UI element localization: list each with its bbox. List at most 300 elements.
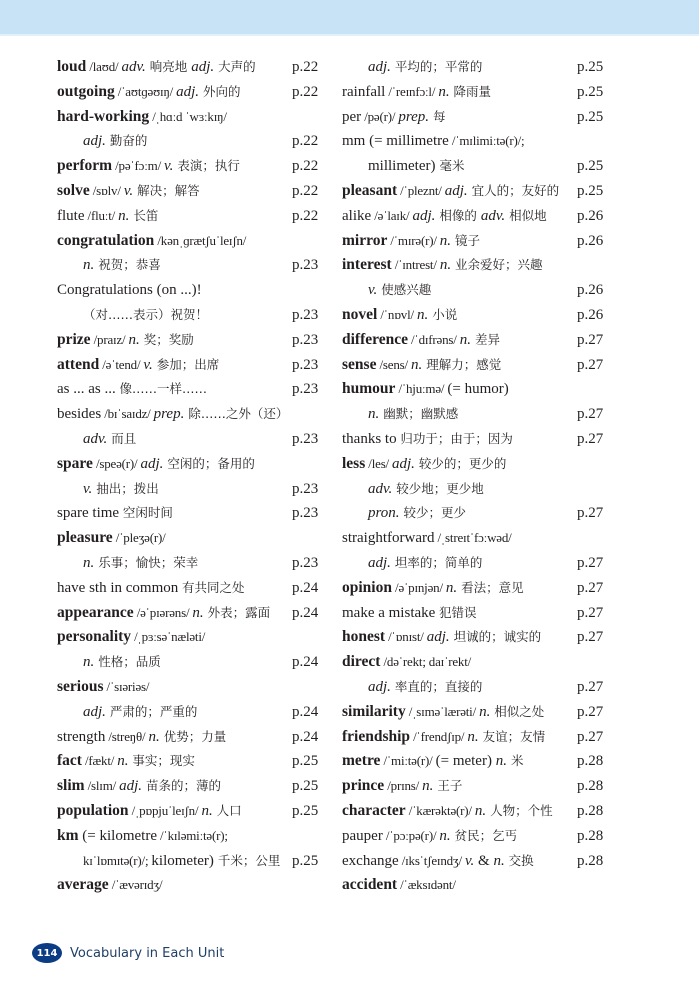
vocab-entry-text: [57, 526, 166, 551]
page-reference: p.25: [577, 83, 604, 100]
chinese-definition: 看法；意见: [457, 579, 524, 595]
part-of-speech: adj.: [368, 554, 391, 571]
phonetic: /sɒlv/: [89, 182, 124, 198]
vocab-entry-text: [342, 452, 506, 477]
phonetic: /laʊd/: [86, 59, 122, 74]
headword: population: [57, 801, 129, 819]
chinese-definition: 解决；解答: [133, 182, 200, 198]
vocab-entry-text: [57, 278, 202, 303]
part-of-speech: n.: [479, 703, 491, 720]
page-reference: p.27: [577, 331, 604, 348]
part-of-speech: pron.: [368, 505, 400, 522]
part-of-speech: prep.: [153, 406, 185, 423]
page-reference: p.27: [577, 604, 604, 621]
page-reference: p.26: [577, 282, 604, 299]
vocab-entry-text: [57, 452, 255, 477]
section-title: Vocabulary in Each Unit: [70, 945, 225, 961]
vocab-entry-text: [342, 824, 517, 849]
plain-text: Congratulations (on ...)!: [57, 282, 202, 299]
plain-text: spare time: [57, 505, 123, 522]
chinese-definition: 较少的；更少的: [414, 455, 507, 471]
vocab-entry-text: [57, 427, 136, 452]
chinese-definition: 交换: [504, 852, 534, 868]
vocab-line: [57, 204, 329, 229]
headword: average: [57, 876, 109, 894]
headword: slim: [57, 777, 85, 795]
page-reference: p.25: [577, 182, 604, 199]
vocab-line: [57, 700, 329, 725]
chinese-definition: 坦诚的；诚实的: [449, 629, 542, 645]
vocab-line: [57, 377, 329, 402]
vocab-entry-text: [342, 576, 524, 601]
page-reference: p.23: [292, 554, 319, 571]
part-of-speech: v.: [464, 852, 475, 869]
phonetic: /ˈmiːtə(r)/: [380, 753, 436, 769]
phonetic: /ˈpɔːpə(r)/: [382, 827, 440, 843]
page-reference: p.24: [292, 579, 319, 596]
part-of-speech: n.: [410, 356, 423, 373]
chinese-definition: 归功于；由于；因为: [400, 430, 513, 446]
vocab-entry-text: [57, 253, 161, 278]
chinese-definition: （对……表示）祝贺！: [83, 306, 209, 322]
phonetic: /ˈsɪəriəs/: [103, 678, 150, 694]
plain-text: (= meter): [435, 753, 496, 770]
headword: attend: [57, 355, 100, 373]
vocab-line: [342, 80, 614, 105]
page-reference: p.22: [292, 133, 319, 150]
vocab-line: [57, 675, 329, 700]
chinese-definition: 外表；露面: [203, 604, 271, 620]
chinese-definition: 苗条的；薄的: [142, 778, 221, 794]
headword: honest: [342, 628, 386, 646]
headword: km: [57, 826, 79, 844]
phonetic: /ˈreɪnfɔːl/: [385, 83, 439, 99]
phonetic: /ˈkɪləmiːtə(r);: [156, 827, 228, 843]
page-reference: p.25: [577, 158, 604, 175]
headword: direct: [342, 653, 381, 671]
vocab-line: [57, 650, 329, 675]
vocab-entry-text: [342, 849, 534, 874]
vocab-line: [57, 625, 329, 650]
headword: solve: [57, 181, 90, 199]
page-reference: p.27: [577, 406, 604, 423]
phonetic: /əˈlaɪk/: [371, 207, 413, 223]
part-of-speech: n.: [422, 778, 434, 795]
vocab-entry-text: [57, 824, 228, 849]
phonetic: /ˈæksɪdənt/: [397, 877, 456, 893]
phonetic: /prɪns/: [384, 778, 423, 794]
vocab-line: [342, 55, 614, 80]
vocab-entry-text: [342, 353, 501, 378]
chinese-definition: 抽出；拨出: [92, 480, 159, 496]
page-reference: p.23: [292, 306, 319, 323]
vocab-line: [342, 774, 614, 799]
headword: hard-working: [57, 107, 150, 125]
chinese-definition: 响亮地: [145, 59, 192, 74]
part-of-speech: n.: [474, 802, 487, 819]
vocab-entry-text: [342, 700, 544, 725]
vocab-entry-text: [57, 700, 197, 725]
phonetic: /əˈpɪərəns/: [133, 604, 193, 620]
headword: difference: [342, 330, 408, 348]
chinese-definition: 表演；执行: [173, 158, 240, 174]
page-reference: p.23: [292, 430, 319, 447]
headword: pleasure: [57, 529, 113, 547]
vocab-entry-text: [57, 650, 161, 675]
plain-text: strength: [57, 728, 106, 745]
page-reference: p.22: [292, 207, 319, 224]
headword: appearance: [57, 603, 134, 621]
plain-text: &: [474, 852, 494, 869]
page-reference: p.26: [577, 306, 604, 323]
chinese-definition: 降雨量: [449, 83, 492, 99]
vocab-line: [342, 353, 614, 378]
vocab-entry-text: [342, 229, 480, 254]
vocab-entry-text: [342, 526, 512, 551]
part-of-speech: adv.: [368, 480, 393, 497]
chinese-definition: 祝贺；恭喜: [94, 257, 161, 273]
part-of-speech: v.: [164, 158, 174, 175]
vocab-entry-text: [342, 377, 509, 402]
chinese-definition: 小说: [428, 306, 458, 322]
headword: loud: [57, 58, 87, 75]
vocab-line: [57, 253, 329, 278]
vocab-line: [342, 625, 614, 650]
part-of-speech: n.: [83, 654, 95, 671]
vocab-entry-text: [342, 501, 466, 526]
headword: less: [342, 454, 366, 472]
vocab-entry-text: [57, 725, 226, 750]
chinese-definition: 坦率的；简单的: [390, 554, 483, 570]
headword: novel: [342, 305, 378, 323]
phonetic: /ˌsɪməˈlærəti/: [405, 703, 480, 719]
part-of-speech: adv.: [121, 59, 146, 75]
vocab-line: [342, 253, 614, 278]
vocab-line: [57, 725, 329, 750]
part-of-speech: adj.: [140, 455, 164, 472]
part-of-speech: adj.: [412, 207, 436, 224]
phonetic: /ɪksˈtʃeɪndʒ/: [398, 852, 465, 868]
part-of-speech: adj.: [83, 133, 106, 150]
vocab-entry-text: [342, 650, 471, 675]
vocab-line: [342, 229, 614, 254]
vocab-line: [342, 204, 614, 229]
page-reference: p.28: [577, 802, 604, 819]
chinese-definition: 镜子: [451, 232, 481, 248]
part-of-speech: n.: [493, 852, 505, 869]
part-of-speech: n.: [118, 207, 130, 224]
vocab-entry-text: [57, 601, 270, 626]
part-of-speech: n.: [495, 753, 507, 770]
chinese-definition: 参加；出席: [152, 356, 220, 372]
vocab-entry-text: [342, 179, 559, 204]
page-reference: p.27: [577, 703, 604, 720]
vocab-line: [342, 452, 614, 477]
vocab-line: [57, 80, 329, 105]
vocab-entry-text: [57, 551, 198, 576]
chinese-definition: 千米；公里: [213, 852, 281, 868]
page-reference: p.25: [292, 778, 319, 795]
chinese-definition: 率直的；直接的: [390, 678, 483, 694]
plain-text: alike: [342, 207, 372, 224]
vocab-entry-text: [342, 601, 477, 626]
part-of-speech: n.: [368, 406, 380, 423]
phonetic: /ˈaʊtɡəʊɪŋ/: [114, 83, 177, 99]
chinese-definition: 王子: [433, 778, 463, 794]
vocab-entry-text: [342, 799, 553, 824]
page-reference: p.22: [292, 59, 319, 75]
plain-text: as ... as ...: [57, 381, 120, 398]
phonetic: /ˈdɪfrəns/: [408, 331, 460, 347]
plain-text: straightforward: [342, 530, 435, 547]
plain-text: kilometer): [151, 852, 214, 869]
vocab-entry-text: [57, 625, 205, 650]
vocab-entry-text: [342, 402, 458, 427]
vocab-entry-text: [342, 129, 524, 154]
headword: fact: [57, 752, 82, 770]
vocab-line: [57, 774, 329, 799]
vocab-entry-text: [57, 129, 147, 154]
chinese-definition: 宜人的；友好的: [467, 182, 560, 198]
plain-text: (= humor): [447, 381, 509, 398]
vocab-entry-text: [57, 849, 280, 874]
vocab-line: [342, 650, 614, 675]
plain-text: (= kilometre: [78, 827, 157, 844]
chinese-definition: 性格；品质: [94, 654, 161, 670]
headword: outgoing: [57, 82, 115, 100]
phonetic: /ˌstreɪtˈfɔːwəd/: [434, 530, 512, 546]
phonetic: /bɪˈsaɪdz/: [101, 406, 154, 422]
page-reference: p.24: [292, 654, 319, 671]
chinese-definition: 长笛: [129, 207, 159, 223]
headword: accident: [342, 876, 398, 894]
vocab-line: [57, 278, 329, 303]
vocab-line: [342, 824, 614, 849]
phonetic: /ˈmɪrə(r)/: [387, 232, 440, 248]
part-of-speech: v.: [83, 480, 93, 497]
page-reference: p.25: [577, 108, 604, 125]
part-of-speech: adj.: [444, 182, 468, 199]
plain-text: rainfall: [342, 83, 386, 100]
plain-text: have sth in common: [57, 579, 182, 596]
chinese-definition: 优势；力量: [159, 728, 227, 744]
chinese-definition: 像……一样……: [119, 381, 208, 397]
phonetic: /ˈpleznt/: [397, 182, 445, 198]
vocab-line: [57, 849, 329, 874]
phonetic: /pə(r)/: [361, 108, 399, 124]
chinese-definition: 差异: [471, 331, 500, 347]
vocab-entry-text: [342, 328, 500, 353]
chinese-definition: 空闲时间: [122, 505, 173, 521]
chinese-definition: 空闲的；备用的: [163, 455, 255, 471]
headword: character: [342, 801, 406, 819]
vocab-entry-text: [57, 576, 245, 601]
phonetic: /ˈnɒvl/: [377, 306, 417, 322]
part-of-speech: n.: [201, 802, 213, 819]
phonetic: /les/: [365, 455, 393, 471]
vocab-entry-text: [342, 80, 491, 105]
chinese-definition: 较少；更少: [399, 505, 467, 521]
headword: interest: [342, 256, 392, 274]
page-reference: p.23: [292, 331, 319, 348]
vocab-entry-text: [342, 253, 543, 278]
phonetic: /speə(r)/: [92, 455, 141, 471]
vocab-line: [342, 576, 614, 601]
header-band-edge: [0, 34, 699, 36]
page-reference: p.28: [577, 778, 604, 795]
chinese-definition: 相像的: [435, 207, 481, 223]
vocab-entry-text: [57, 353, 219, 378]
vocab-line: [342, 179, 614, 204]
part-of-speech: n.: [416, 306, 429, 323]
vocab-entry-text: [57, 229, 246, 254]
part-of-speech: n.: [148, 728, 160, 745]
chinese-definition: 勤奋的: [105, 133, 148, 149]
page-reference: p.24: [292, 728, 319, 745]
phonetic: /ˈfrendʃɪp/: [410, 728, 468, 744]
headword: mirror: [342, 231, 388, 249]
vocab-line: [342, 725, 614, 750]
vocab-entry-text: [57, 80, 241, 105]
part-of-speech: n.: [439, 232, 452, 249]
headword: metre: [342, 752, 381, 770]
headword: congratulation: [57, 231, 155, 249]
page-reference: p.27: [577, 356, 604, 373]
chinese-definition: 严肃的；严重的: [105, 703, 198, 719]
page-reference: p.23: [292, 356, 319, 373]
chinese-definition: 使感兴趣: [377, 282, 432, 298]
vocab-line: [342, 551, 614, 576]
vocab-line: [57, 477, 329, 502]
phonetic: /əˈpɪnjən/: [391, 579, 446, 595]
page-reference: p.27: [577, 579, 604, 596]
chinese-definition: 除……之外（还）: [184, 406, 289, 422]
vocab-entry-text: [342, 873, 456, 898]
chinese-definition: 乐事；愉快；荣幸: [94, 554, 199, 570]
vocab-line: [342, 477, 614, 502]
phonetic: /praɪz/: [90, 331, 129, 347]
chinese-definition: 米: [506, 753, 524, 769]
phonetic: /dəˈrekt; daɪˈrekt/: [380, 654, 472, 670]
page-reference: p.27: [577, 505, 604, 522]
vocab-column-left: [57, 55, 329, 898]
vocab-entry-text: [342, 303, 457, 328]
part-of-speech: adv.: [480, 207, 506, 224]
vocab-line: [57, 749, 329, 774]
chinese-definition: 幽默；幽默感: [379, 406, 459, 422]
vocab-line: [342, 303, 614, 328]
vocab-entry-text: [57, 774, 221, 799]
chinese-definition: 有共同之处: [181, 579, 245, 595]
headword: friendship: [342, 727, 411, 745]
chinese-definition: 犯错误: [439, 604, 477, 620]
page-reference: p.27: [577, 728, 604, 745]
vocab-entry-text: [57, 105, 227, 130]
page-reference: p.25: [292, 753, 319, 770]
headword: pleasant: [342, 181, 398, 199]
page-reference: p.22: [292, 182, 319, 199]
vocab-entry-text: [342, 278, 431, 303]
page-reference: p.22: [292, 158, 319, 175]
vocab-entry-text: [57, 749, 195, 774]
page-reference: p.26: [577, 207, 604, 224]
vocab-line: [57, 601, 329, 626]
headword: spare: [57, 454, 93, 472]
headword: prince: [342, 777, 385, 795]
plain-text: make a mistake: [342, 604, 440, 621]
page-reference: p.28: [577, 753, 604, 770]
part-of-speech: v.: [123, 182, 134, 199]
chinese-definition: 贫民；乞丐: [450, 827, 518, 843]
plain-text: thanks to: [342, 430, 401, 447]
vocab-entry-text: [342, 675, 482, 700]
chinese-definition: 事实；现实: [128, 753, 195, 769]
headword: perform: [57, 157, 113, 175]
headword: serious: [57, 677, 104, 695]
vocab-entry-text: [57, 377, 207, 402]
vocab-entry-text: [57, 204, 158, 229]
page-reference: p.24: [292, 703, 319, 720]
phonetic: /əˈtend/: [99, 356, 144, 372]
vocab-line: [342, 749, 614, 774]
vocab-entry-text: [342, 105, 446, 130]
vocab-entry-text: [57, 873, 162, 898]
vocab-entry-text: [57, 402, 288, 427]
vocab-line: [57, 799, 329, 824]
vocab-line: [342, 328, 614, 353]
part-of-speech: n.: [438, 83, 450, 100]
part-of-speech: n.: [83, 554, 95, 571]
phonetic: kɪˈlɒmɪtə(r)/;: [83, 852, 152, 868]
page-reference: p.25: [577, 59, 604, 75]
vocab-entry-text: [57, 154, 240, 179]
page-reference: p.25: [292, 802, 319, 819]
header-band: [0, 0, 699, 34]
vocab-line: [57, 551, 329, 576]
vocab-line: [57, 229, 329, 254]
part-of-speech: n.: [439, 257, 452, 274]
plain-text: per: [342, 108, 362, 125]
headword: personality: [57, 628, 132, 646]
chinese-definition: 理解力；感觉: [422, 356, 502, 372]
chinese-definition: 业余爱好；兴趣: [451, 257, 543, 273]
plain-text: besides: [57, 406, 102, 423]
chinese-definition: 友谊；友情: [478, 728, 546, 744]
vocab-line: [342, 105, 614, 130]
headword: similarity: [342, 702, 406, 720]
phonetic: /pəˈfɔːm/: [112, 158, 165, 174]
part-of-speech: v.: [143, 356, 153, 373]
vocab-entry-text: [342, 749, 523, 774]
chinese-definition: 毫米: [435, 158, 465, 174]
part-of-speech: adj.: [176, 83, 200, 100]
plain-text: millimeter): [368, 158, 436, 175]
vocab-line: [342, 129, 614, 154]
vocab-entry-text: [57, 501, 173, 526]
page-reference: p.23: [292, 381, 319, 398]
part-of-speech: adj.: [368, 59, 391, 75]
chinese-definition: 相似地: [505, 207, 547, 223]
vocab-entry-text: [342, 477, 484, 502]
page-reference: p.28: [577, 827, 604, 844]
phonetic: /ˌpɜːsəˈnæləti/: [131, 629, 206, 645]
vocab-line: [342, 873, 614, 898]
vocab-line: [57, 353, 329, 378]
part-of-speech: adv.: [83, 430, 108, 447]
vocab-line: [342, 154, 614, 179]
vocab-line: [342, 799, 614, 824]
phonetic: /streŋθ/: [105, 728, 149, 744]
